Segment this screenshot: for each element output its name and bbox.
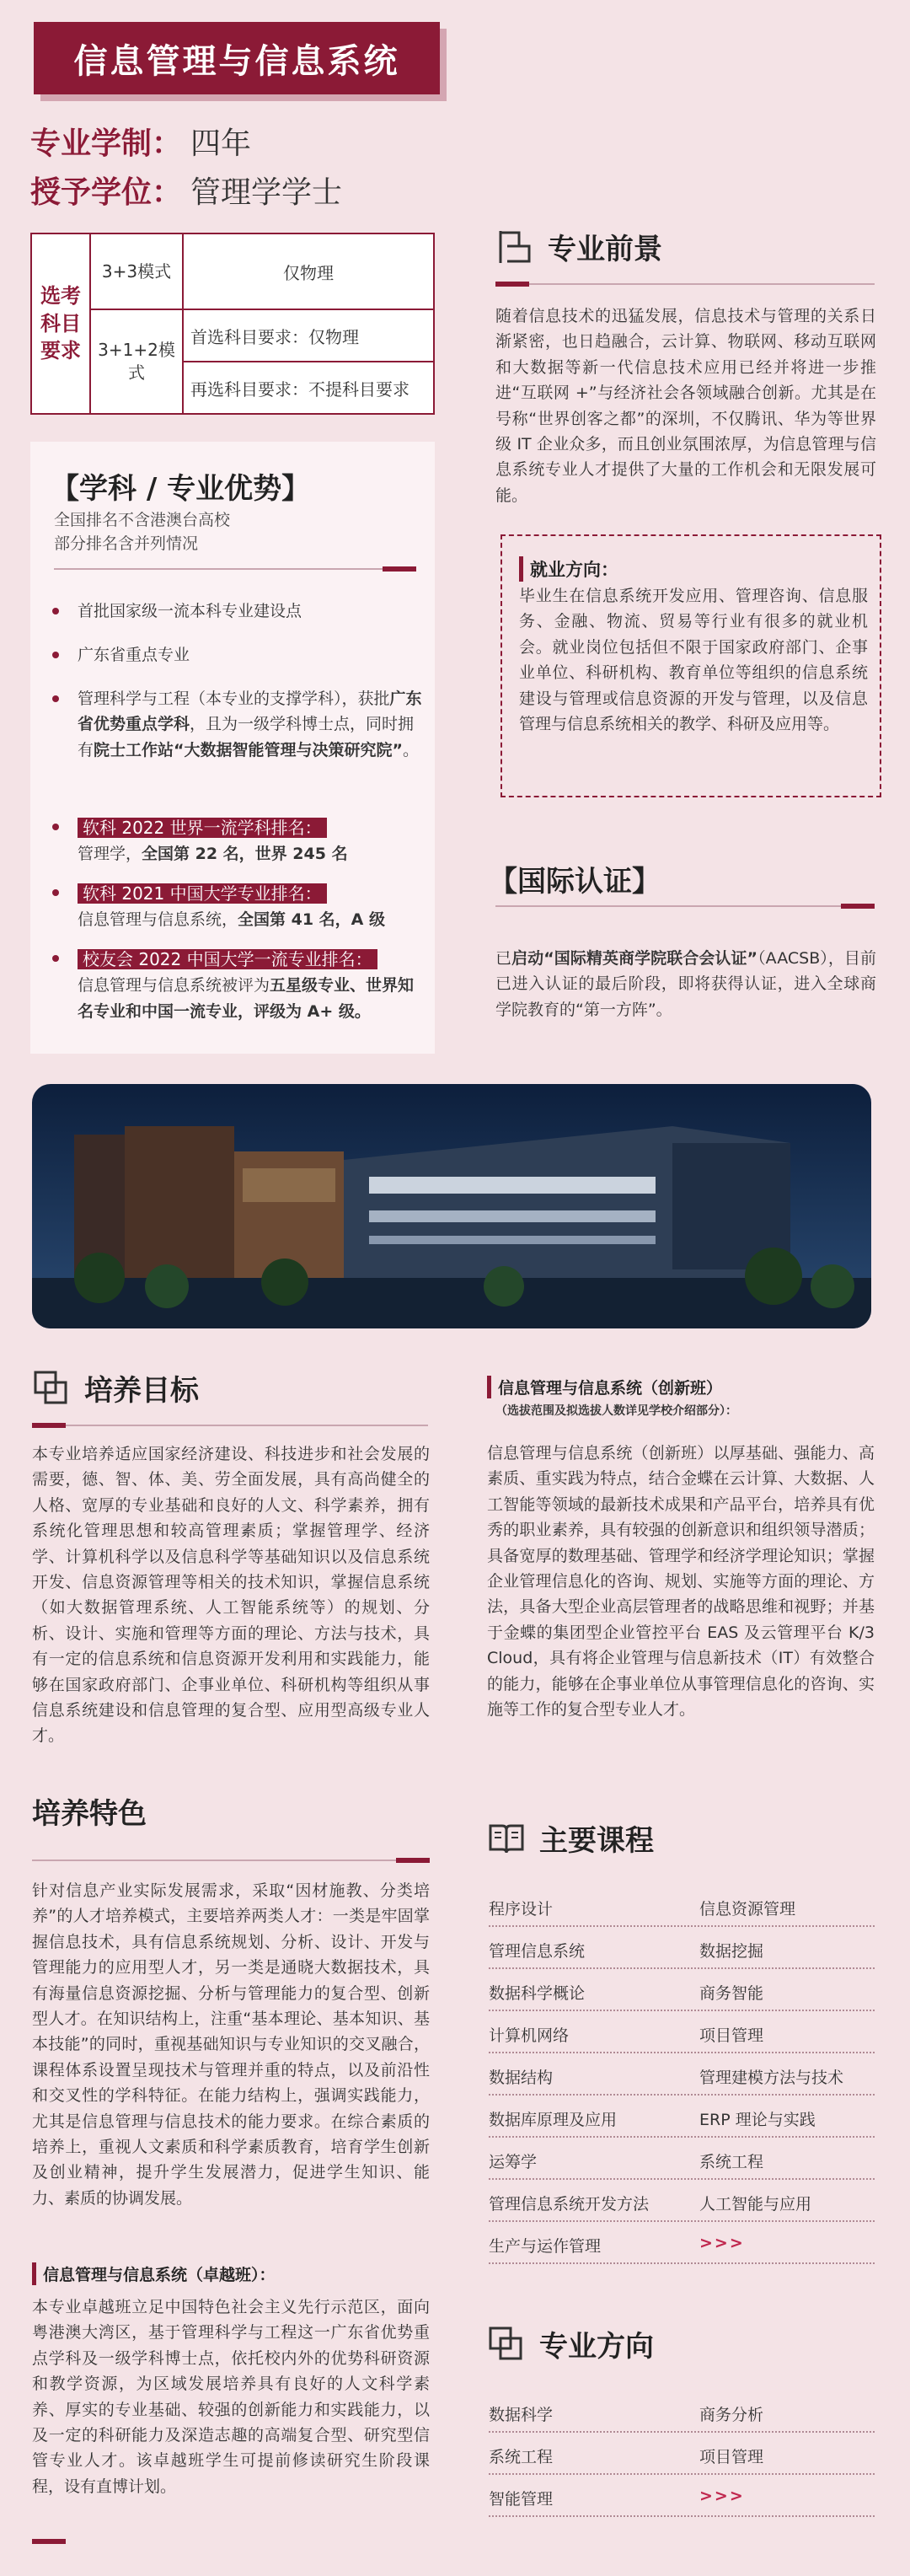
prospects-text: 随着信息技术的迅猛发展，信息技术与管理的关系日渐紧密，也日趋融合，云计算、物联网、移动互联网和大数据等新一代信息技术应用已经并将进一步推进“互联网 +”与经济社会各领域融合创新。尤其是在号称“世界创客之都”的深圳，不仅腾讯、华为等世界级 IT 企业众多，而且创业氛围浓厚，为信息管理与信息系统专业人才提供了大量的工作机会和无限发展可能。 — [495, 307, 876, 505]
career-title: 就业方向： — [519, 556, 868, 582]
courses-header — [487, 1817, 654, 1859]
course-name: 运筹学 — [489, 2153, 538, 2171]
flag-icon — [495, 228, 534, 266]
list-item: 管理科学与工程（本专业的支撑学科），获批广东省优势重点学科，且为一级学科博士点，同时拥有院士工作站“大数据智能管理与决策研究院”。 — [54, 686, 425, 763]
requirements-header: 选考科目要求 — [31, 233, 90, 414]
ranking-item: 软科 2022 世界一流学科排名： 管理学，全国第 22 名，世界 245 名 — [54, 814, 425, 867]
divider — [495, 283, 875, 285]
course-name: 数据结构 — [489, 2069, 554, 2087]
course-name: 管理建模方法与技术 — [699, 2069, 844, 2087]
bullet-icon — [52, 824, 59, 830]
excellence-text: 本专业卓越班立足中国特色社会主义先行示范区，面向粤港澳大湾区，基于管理科学与工程这一广东省优势重点学科及一级学科博士点，依托校内外的优势科研资源和教学资源，为区域发展培养具有良好的人文科学素养、厚实的专业基础、较强的创新能力和实践能力，以及一定的科研能力及深造志趣的高端复合型、研究型信管专业人才。该卓越班学生可提前修读研究生阶段课程，设有直博计划。 — [32, 2298, 430, 2496]
mode-3-1-2: 3+1+2模式 — [90, 309, 183, 414]
mode-3-3: 3+3模式 — [90, 233, 183, 309]
subject-requirements-table — [30, 233, 435, 415]
course-name: 系统工程 — [489, 2448, 554, 2466]
building-illustration — [32, 1084, 871, 1328]
table-row — [489, 1885, 875, 1927]
divider-accent — [32, 2539, 66, 2544]
goals-text: 本专业培养适应国家经济建设、科技进步和社会发展的需要，德、智、体、美、劳全面发展，具有高尚健全的人格、宽厚的专业基础和良好的人文、科学素养，拥有系统化管理思想和较高管理素质；掌握管理学、经济学、计算机科学以及信息科学等基础知识以及信息系统开发、信息资源管理等相关的技术知识，掌握信息系统（如大数据管理系统、人工智能系统等）的规划、分析、设计、实施和管理等方面的理论、方法与技术，具有一定的信息系统和信息资源开发利用和实践能力，能够在国家政府部门、企事业单位、科研机构等组织从事信息系统建设和信息管理的复合型、应用型高级专业人才。 — [32, 1445, 430, 1746]
directions-title: 专业方向 — [539, 2330, 654, 2364]
divider — [495, 905, 875, 907]
course-name: 数据挖掘 — [699, 1942, 764, 1961]
second-choice-requirement: 再选科目要求：不提科目要求 — [183, 362, 434, 414]
ranking-label: 软科 2022 世界一流学科排名： — [78, 818, 327, 838]
table-row — [489, 1969, 875, 2011]
list-item: 首批国家级一流本科专业建设点 — [54, 598, 425, 624]
course-name: 管理信息系统开发方法 — [489, 2195, 650, 2214]
excellence-title: 信息管理与信息系统（卓越班）： — [32, 2262, 276, 2285]
ranking-label: 校友会 2022 中国大学一流专业排名： — [78, 949, 377, 969]
duration-line — [30, 120, 251, 163]
copy-icon — [32, 1369, 71, 1408]
table-row — [489, 2433, 875, 2475]
advantage-subtitle-1: 全国排名不含港澳台高校 — [54, 511, 231, 529]
table-row — [489, 2053, 875, 2096]
course-name: 管理信息系统 — [489, 1942, 586, 1961]
table-row — [489, 2391, 875, 2433]
divider — [54, 568, 416, 570]
course-name: 项目管理 — [699, 2026, 764, 2045]
course-name: 系统工程 — [699, 2153, 764, 2171]
intl-title: 【国际认证】 — [489, 865, 661, 899]
features-title: 培养特色 — [32, 1797, 147, 1831]
bullet-icon — [52, 652, 59, 658]
table-row — [489, 2138, 875, 2180]
intl-text: 已启动“国际精英商学院联合会认证”（AACSB），目前已进入认证的最后阶段，即将获得认证，进入全球商学院教育的“第一方阵”。 — [495, 949, 876, 1019]
divider-accent — [32, 1423, 66, 1428]
innovation-note: （选拔范围及拟选拔人数详见学校介绍部分）： — [495, 1404, 737, 1418]
goals-header — [32, 1367, 199, 1409]
course-name: 智能管理 — [489, 2490, 554, 2509]
bullet-icon — [52, 608, 59, 614]
career-content — [519, 556, 868, 737]
course-name: 数据科学 — [489, 2406, 554, 2424]
campus-building-photo — [32, 1084, 871, 1328]
more-arrows-icon: >>> — [699, 2487, 745, 2505]
course-name: 信息资源管理 — [699, 1900, 796, 1919]
prospects-header — [495, 226, 662, 267]
course-name: 项目管理 — [699, 2448, 764, 2466]
divider-accent — [841, 904, 875, 909]
ranking-label: 软科 2021 中国大学专业排名： — [78, 883, 327, 904]
career-text: 毕业生在信息系统开发应用、管理咨询、信息服务、金融、物流、贸易等行业有很多的就业机会。就业岗位包括但不限于国家政府部门、企事业单位、科研机构、教育单位等组织的信息系统建设与管理或信息资源的开发与管理，以及信息管理与信息系统相关的教学、科研及应用等。 — [519, 587, 868, 733]
more-arrows-icon: >>> — [699, 2234, 745, 2252]
course-name: 人工智能与应用 — [699, 2195, 812, 2214]
table-row — [489, 2096, 875, 2138]
innovation-title: 信息管理与信息系统（创新班） — [487, 1376, 875, 1398]
bullet-icon — [52, 889, 59, 896]
ranking-item: 软科 2021 中国大学专业排名： 信息管理与信息系统，全国第 41 名，A 级 — [54, 880, 425, 933]
table-row — [489, 2180, 875, 2222]
divider — [32, 1425, 428, 1426]
ranking-item: 校友会 2022 中国大学一流专业排名： 信息管理与信息系统被评为五星级专业、世界知名专业和中国一流专业，评级为 A+ 级。 — [54, 946, 425, 1024]
innovation-section — [487, 1376, 875, 1722]
page-title: 信息管理与信息系统 — [34, 22, 440, 94]
directions-header — [487, 2323, 654, 2364]
divider — [32, 1860, 428, 1861]
first-choice-requirement: 首选科目要求：仅物理 — [183, 309, 434, 362]
course-name: 计算机网络 — [489, 2026, 570, 2045]
table-row — [489, 2222, 875, 2264]
course-name: 程序设计 — [489, 1900, 554, 1919]
advantage-subtitle — [54, 509, 230, 555]
duration-value: 四年 — [190, 126, 252, 161]
divider-accent — [495, 282, 529, 287]
advantage-title: 【学科 / 专业优势】 — [51, 472, 311, 506]
copy-icon — [487, 2325, 526, 2364]
bullet-icon — [52, 695, 59, 702]
course-name: ERP 理论与实践 — [699, 2111, 816, 2129]
course-name: 数据科学概论 — [489, 1984, 586, 2003]
prospects-title: 专业前景 — [548, 233, 662, 266]
goals-title: 培养目标 — [84, 1374, 199, 1408]
features-text: 针对信息产业实际发展需求，采取“因材施教、分类培养”的人才培养模式，主要培养两类人才：一类是牢固掌握信息技术，具有信息系统规划、分析、设计、开发与管理能力的应用型人才，另一类是通晓大数据技术，具有海量信息资源挖掘、分析与管理能力的复合型、创新型人才。在知识结构上，注重“基本理论、基本知识、基本技能”的同时，重视基础知识与专业知识的交叉融合，课程体系设置呈现技术与管理并重的特点，以及前沿性和交叉性的学科特征。在能力结构上，强调实践能力，尤其是信息管理与信息技术的能力要求。在综合素质的培养上，重视人文素质和科学素质教育，培育学生创新及创业精神，提升学生发展潜力，促进学生知识、能力、素质的协调发展。 — [32, 1881, 430, 2208]
list-item: 广东省重点专业 — [54, 642, 425, 668]
degree-label: 授予学位： — [30, 175, 183, 210]
advantage-subtitle-2: 部分排名含并列情况 — [54, 534, 199, 553]
course-name: 商务分析 — [699, 2406, 764, 2424]
table-row — [489, 2475, 875, 2517]
table-row — [489, 1927, 875, 1969]
table-row — [489, 2011, 875, 2053]
divider-accent — [383, 566, 416, 572]
course-name: 数据库原理及应用 — [489, 2111, 618, 2129]
bullet-icon — [52, 955, 59, 962]
duration-label: 专业学制： — [30, 126, 183, 161]
divider-accent — [396, 1858, 430, 1863]
courses-title: 主要课程 — [539, 1824, 654, 1858]
degree-line — [30, 169, 342, 212]
book-icon — [487, 1819, 526, 1858]
innovation-text: 信息管理与信息系统（创新班）以厚基础、强能力、高素质、重实践为特点，结合金蝶在云计算、大数据、人工智能等领域的最新技术成果和产品平台，培养具有优秀的职业素养，具有较强的创新意识和组织领导潜质；具备宽厚的数理基础、管理学和经济学理论知识；掌握企业管理信息化的咨询、规划、实施等方面的理论、方法，具备大型企业高层管理者的战略思维和视野；并基于金蝶的集团型企业管控平台 EAS 及云管理平台 K/3 Cloud，具有将企业管理与信息新技术（IT）有效整合的能力，能够在企事业单位从事管理信息化的咨询、实施等工作的复合型专业人才。 — [487, 1444, 875, 1719]
course-name: 生产与运作管理 — [489, 2237, 602, 2256]
course-name: 商务智能 — [699, 1984, 764, 2003]
degree-value: 管理学学士 — [190, 175, 343, 210]
mode-3-3-requirement: 仅物理 — [183, 233, 434, 309]
